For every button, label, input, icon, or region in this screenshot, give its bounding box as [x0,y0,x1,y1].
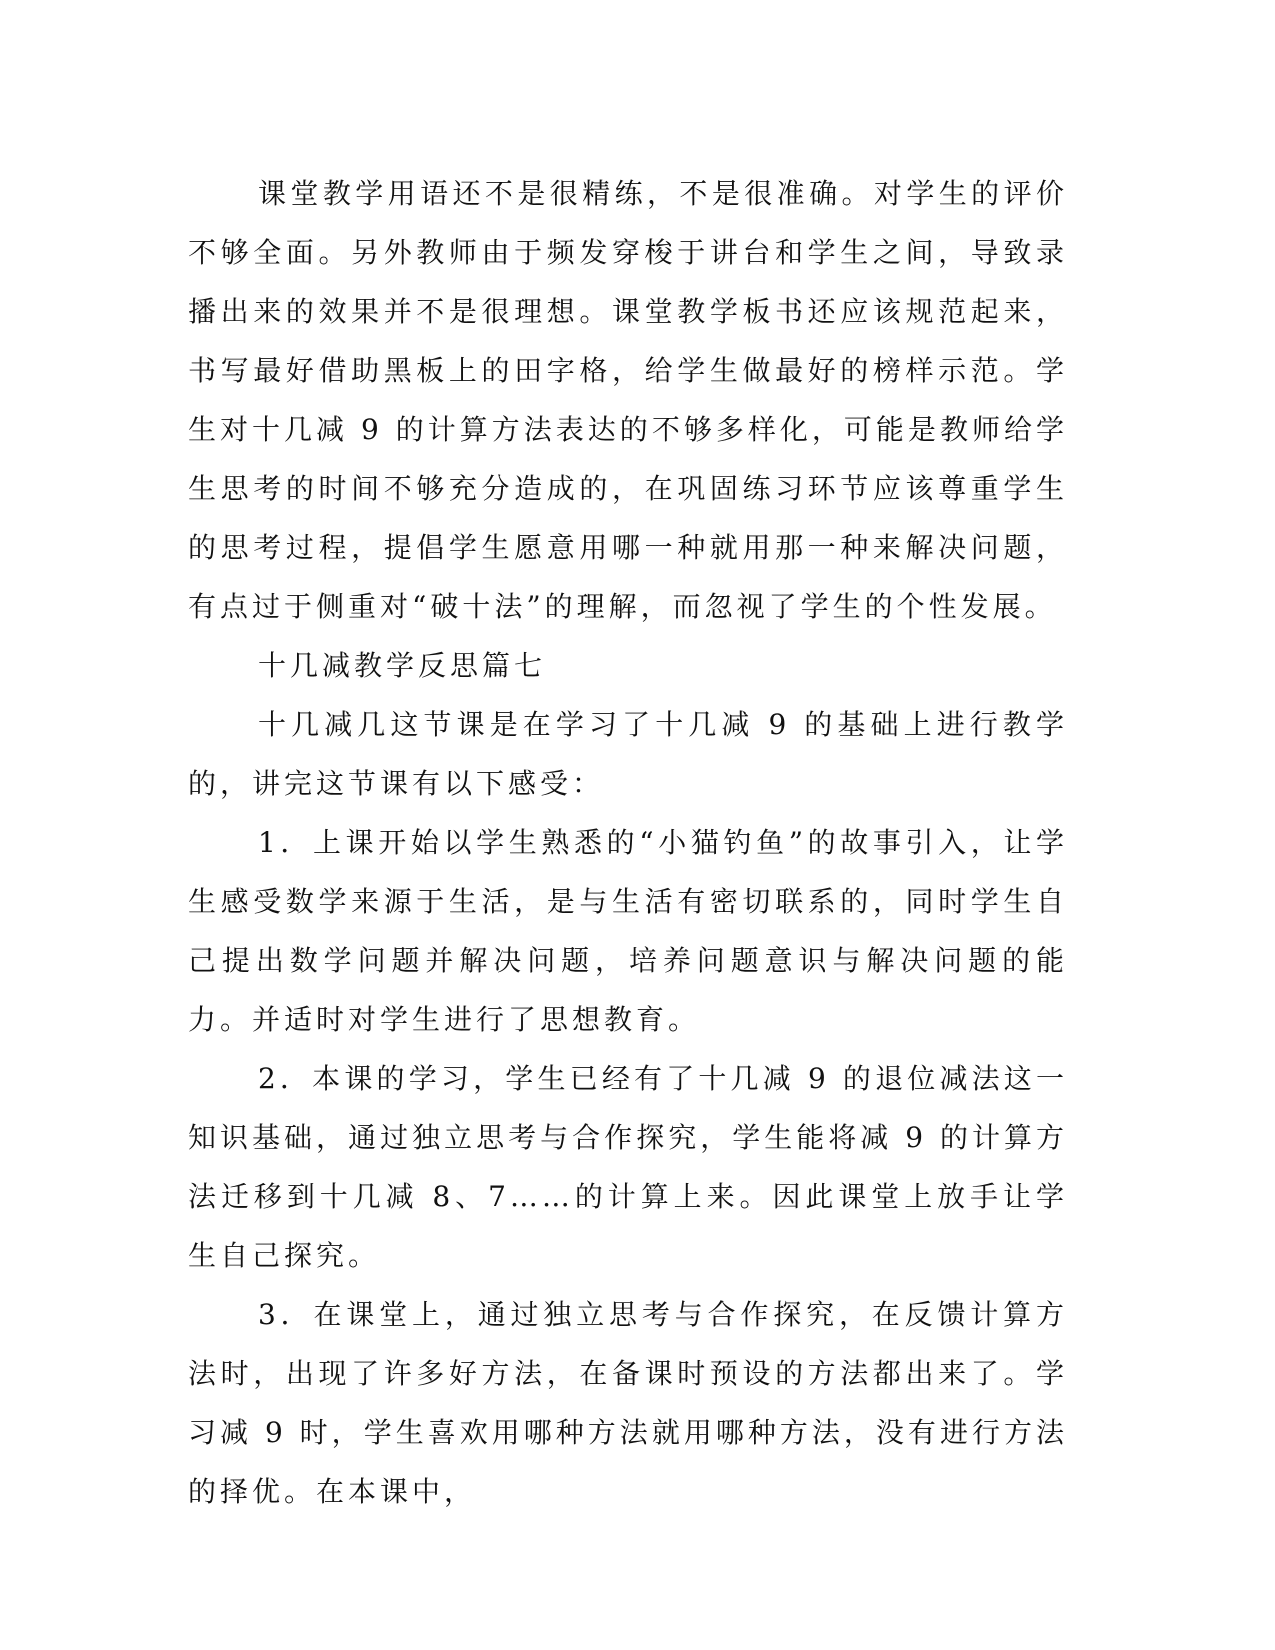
section-heading: 十几减教学反思篇七 [258,649,547,682]
paragraph-intro: 十几减几这节课是在学习了十几减 9 的基础上进行教学的，讲完这节课有以下感受： [188,708,1068,800]
paragraph-point-1: 1．上课开始以学生熟悉的“小猫钓鱼”的故事引入，让学生感受数学来源于生活，是与生活有密切联系的，同时学生自己提出数学问题并解决问题，培养问题意识与解决问题的能力。并适时对学生进行了思想教育。 [188,826,1068,1036]
paragraph-teaching-language: 课堂教学用语还不是很精练，不是很准确。对学生的评价不够全面。另外教师由于频发穿梭于讲台和学生之间，导致录播出来的效果并不是很理想。课堂教学板书还应该规范起来，书写最好借助黑板上的田字格，给学生做最好的榜样示范。学生对十几减 9 的计算方法表达的不够多样化，可能是教师给学生思考的时间不够充分造成的，在巩固练习环节应该尊重学生的思考过程，提倡学生愿意用哪一种就用那一种来解决问题，有点过于侧重对“破十法”的理解，而忽视了学生的个性发展。 [188,177,1068,623]
paragraph-point-2: 2．本课的学习，学生已经有了十几减 9 的退位减法这一知识基础，通过独立思考与合作探究，学生能将减 9 的计算方法迁移到十几减 8、7……的计算上来。因此课堂上放手让学生自己探究。 [188,1062,1068,1272]
paragraph-point-3: 3．在课堂上，通过独立思考与合作探究，在反馈计算方法时，出现了许多好方法，在备课时预设的方法都出来了。学习减 9 时，学生喜欢用哪种方法就用哪种方法，没有进行方法的择优。在本课中， [188,1298,1068,1508]
document-body [188,164,1068,1521]
